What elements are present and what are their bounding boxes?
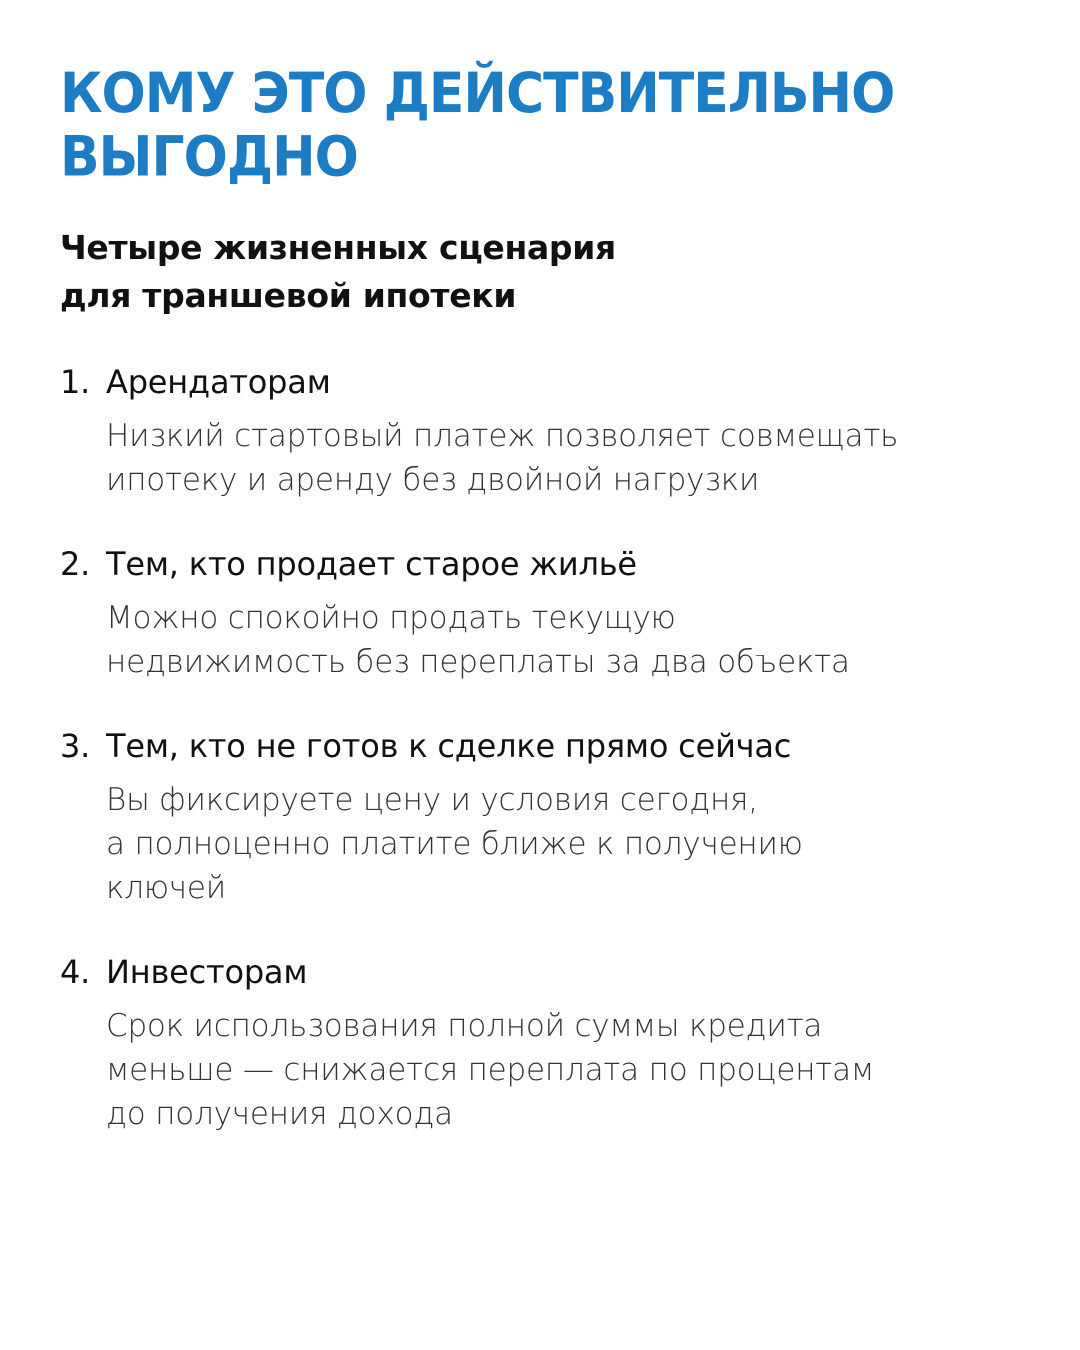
page-subtitle-line-1: Четыре жизненных сценария [60,228,616,267]
scenario-title: Тем, кто продает старое жильё [106,545,637,583]
scenario-description-line: а полноценно платите ближе к получению [106,826,803,862]
scenario-description-line: до получения дохода [106,1096,453,1132]
scenario-item-investors [60,950,1040,1136]
scenario-description [106,414,1040,502]
scenario-number: 1. [60,363,91,401]
scenario-heading [60,542,1040,586]
scenario-item-not-ready [60,724,1040,910]
scenario-description [106,596,1040,684]
page-title [60,62,1040,189]
page-subtitle [60,224,1020,320]
scenario-heading [60,950,1040,994]
scenario-description [106,1004,1040,1136]
page-subtitle-line-2: для траншевой ипотеки [60,276,517,315]
scenario-number: 2. [60,545,91,583]
scenario-title: Тем, кто не готов к сделке прямо сейчас [106,727,792,765]
scenario-item-sellers [60,542,1040,684]
scenario-description-line: Вы фиксируете цену и условия сегодня, [106,782,758,818]
scenario-number: 3. [60,727,91,765]
page-title-line-2: ВЫГОДНО [60,125,358,190]
scenario-item-renters [60,360,1040,502]
scenario-description-line: ключей [106,870,227,906]
scenario-description-line: Срок использования полной суммы кредита [106,1008,823,1044]
scenario-number: 4. [60,953,91,991]
page-title-line-1: КОМУ ЭТО ДЕЙСТВИТЕЛЬНО [60,62,895,126]
scenario-description-line: недвижимость без переплаты за два объекта [106,644,850,680]
scenario-description-line: Низкий стартовый платеж позволяет совмещать [106,418,899,454]
scenario-description [106,778,1040,910]
scenario-title: Арендаторам [106,363,331,401]
scenario-description-line: меньше — снижается переплата по процентам [106,1052,875,1088]
scenario-title: Инвесторам [106,953,308,991]
scenario-heading [60,360,1040,404]
scenario-description-line: Можно спокойно продать текущую [106,600,676,636]
scenario-description-line: ипотеку и аренду без двойной нагрузки [106,462,760,498]
scenario-heading [60,724,1040,768]
